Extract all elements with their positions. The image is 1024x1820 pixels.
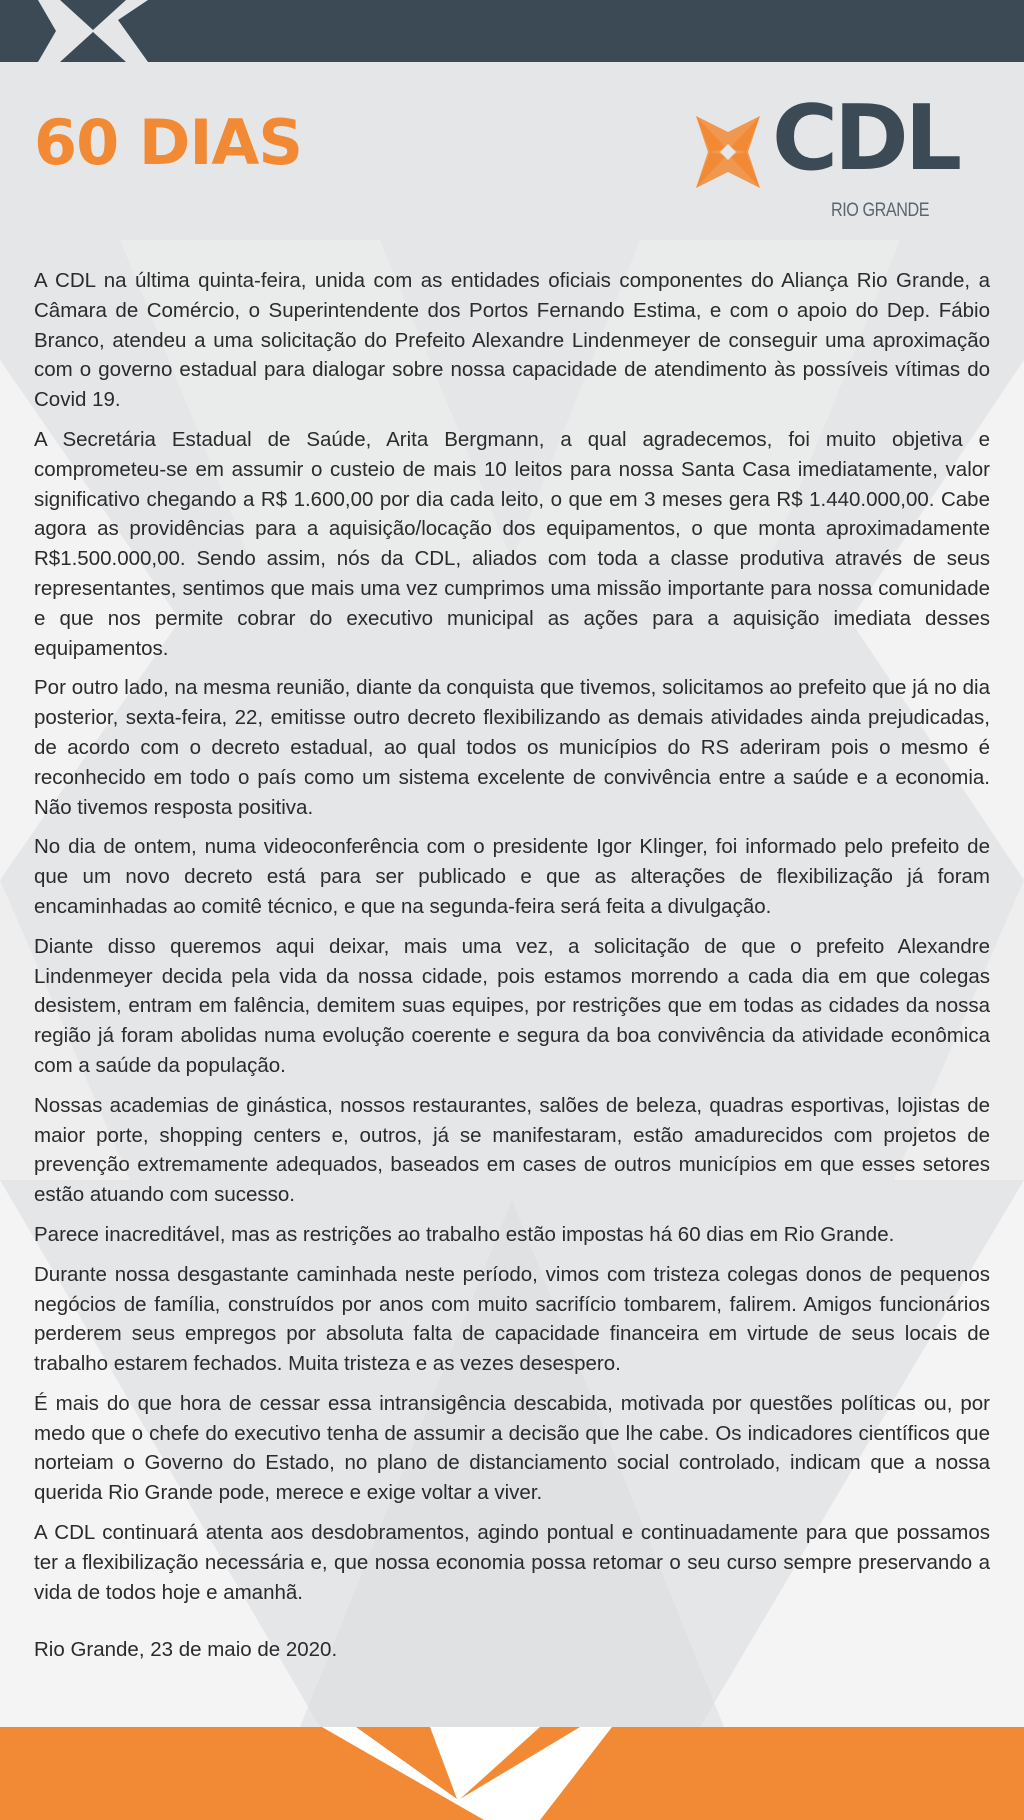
- letter-body: [34, 266, 990, 1675]
- paragraph: No dia de ontem, numa videoconferência com o presidente Igor Klinger, foi informado pelo prefeito de que um novo decreto está para ser publicado e que as alterações de flexibilização já foram encaminhadas ao comitê técnico, e que na segunda-feira será feita a divulgação.: [34, 835, 990, 918]
- footer-cross-icon: [0, 1727, 1024, 1820]
- paragraph: Nossas academias de ginástica, nossos restaurantes, salões de beleza, quadras esportivas, lojistas de maior porte, shopping centers e, outros, já se manifestaram, estão amadurecidos com projetos de prevenção extremamente adequados, baseados em cases de outros municípios em que esses setores estão atuando com sucesso.: [34, 1093, 990, 1207]
- paragraph: A Secretária Estadual de Saúde, Arita Bergmann, a qual agradecemos, foi muito objetiva e comprometeu-se em assumir o custeio de mais 10 leitos para nossa Santa Casa imediatamente, valor significativo chegando a R$ 1.600,00 por dia cada leito, o que em 3 meses gera R$ 1.440.000,00. Cabe agora as providências para a aquisição/locação dos equipamentos, o que monta aproximadamente R$1.500.000,00. Sendo assim, nós da CDL, aliados com toda a classe produtiva através de seus representantes, sentimos que mais uma vez cumprimos uma missão importante para nossa comunidade e que nos permite cobrar do executivo municipal as ações para a aquisição imediata desses equipamentos.: [34, 427, 990, 660]
- cdl-logo: [688, 86, 959, 226]
- paragraph: A CDL na última quinta-feira, unida com as entidades oficiais componentes do Aliança Rio Grande, a Câmara de Comércio, o Superintendente dos Portos Fernando Estima, e com o apoio do Dep. Fábio Branco, atendeu a uma solicitação do Prefeito Alexandre Lindenmeyer de conseguir uma aproximação com o governo estadual para dialogar sobre nossa capacidade de atendimento às possíveis vítimas do Covid 19.: [34, 269, 990, 412]
- logo-wordmark: CDL: [772, 86, 959, 191]
- paragraph: Parece inacreditável, mas as restrições ao trabalho estão impostas há 60 dias em Rio Grande.: [34, 1222, 895, 1246]
- footer-bar: [0, 1727, 1024, 1820]
- paragraph: Diante disso queremos aqui deixar, mais uma vez, a solicitação de que o prefeito Alexandre Lindenmeyer decida pela vida da nossa cidade, pois estamos morrendo a cada dia em que colegas desistem, entram em falência, demitem suas equipes, por restrições que em todas as cidades da nossa região já foram abolidas numa evolução coerente e segura da boa convivência da atividade econômica com a saúde da população.: [34, 934, 990, 1077]
- header-bar: [0, 0, 1024, 62]
- maltese-cross-icon: [688, 112, 768, 192]
- paragraph: A CDL continuará atenta aos desdobramentos, agindo pontual e continuadamente para que possamos ter a flexibilização necessária e, que nossa economia possa retomar o seu curso sempre preservando a vida de todos hoje e amanhã.: [34, 1521, 990, 1604]
- header-cross-icon: [0, 0, 1024, 62]
- paragraph: Por outro lado, na mesma reunião, diante da conquista que tivemos, solicitamos ao prefeito que já no dia posterior, sexta-feira, 22, emitisse outro decreto flexibilizando as demais atividades ainda prejudicadas, de acordo com o decreto estadual, ao qual todos os municípios do RS aderiram pois o mesmo é reconhecido em todo o país como um sistema excelente de convivência entre a saúde e a economia. Não tivemos resposta positiva.: [34, 676, 990, 819]
- signature-date: Rio Grande, 23 de maio de 2020.: [34, 1638, 338, 1662]
- paragraph: Durante nossa desgastante caminhada neste período, vimos com tristeza colegas donos de pequenos negócios de família, construídos por anos com muito sacrifício tombarem, falirem. Amigos funcionários perderem seus empregos por absoluta falta de capacidade financeira em virtude de seus locais de trabalho estarem fechados. Muita tristeza e as vezes desespero.: [34, 1262, 990, 1376]
- paragraph: É mais do que hora de cessar essa intransigência descabida, motivada por questões políticas ou, por medo que o chefe do executivo tenha de assumir a decisão que lhe cabe. Os indicadores científicos que norteiam o Governo do Estado, no plano de distanciamento social controlado, indicam que a nossa querida Rio Grande pode, merece e exige voltar a viver.: [34, 1391, 990, 1505]
- logo-subtitle: RIO GRANDE: [831, 200, 930, 221]
- page-title: 60 DIAS: [34, 106, 303, 179]
